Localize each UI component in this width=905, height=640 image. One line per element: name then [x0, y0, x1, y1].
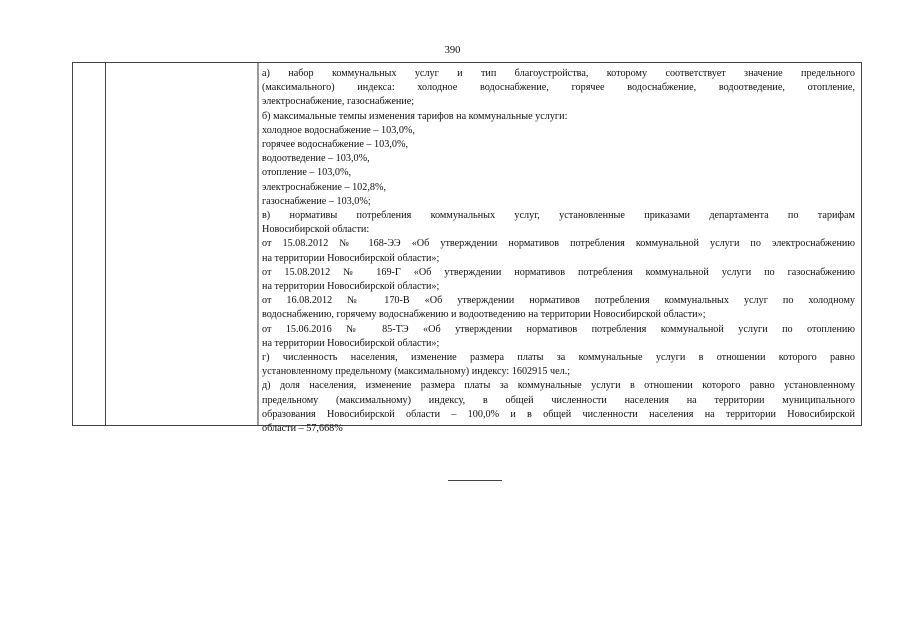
- page-number: 390: [444, 45, 461, 56]
- text-line: г) численность населения, изменение размера платы за коммунальные услуги в отношении которого равно: [262, 352, 855, 364]
- text-line: установленному предельному (максимальному) индексу: 1602915 чел.;: [262, 366, 571, 378]
- text-line: электроснабжение, газоснабжение;: [262, 96, 415, 108]
- text-line: от 15.08.2012 № 168-ЭЭ «Об утверждении нормативов потребления коммунальной услуги по электроснабжению: [262, 238, 855, 250]
- text-line: водоснабжению, горячему водоснабжению и водоотведению на территории Новосибирской области»;: [262, 309, 706, 321]
- text-line: газоснабжение – 103,0%;: [262, 195, 371, 207]
- table-cell-content: [259, 63, 861, 435]
- text-line: на территории Новосибирской области»;: [262, 281, 440, 293]
- text-line: от 16.08.2012 № 170-В «Об утверждении нормативов потребления коммунальных услуг по холодному: [262, 295, 855, 307]
- text-line: на территории Новосибирской области»;: [262, 252, 440, 264]
- table-cell-number: [73, 63, 106, 425]
- text-line: (максимального) индекса: холодное водоснабжение, горячее водоснабжение, водоотведение, отопление,: [262, 82, 855, 94]
- text-line: Новосибирской области:: [262, 224, 370, 236]
- text-line: образования Новосибирской области – 100,0% и в общей численности населения на территории Новосибирской: [262, 408, 855, 420]
- text-line: в) нормативы потребления коммунальных услуг, установленные приказами департамента по тарифам: [262, 210, 855, 222]
- text-line: б) максимальные темпы изменения тарифов на коммунальные услуги:: [262, 110, 568, 122]
- text-line: горячее водоснабжение – 103,0%,: [262, 139, 409, 151]
- text-line: предельному (максимальному) индексу, в общей численности населения на территории муниципального: [262, 394, 855, 406]
- table-cell-indicator: [106, 63, 259, 425]
- document-table: [72, 62, 862, 435]
- text-line: электроснабжение – 102,8%,: [262, 181, 387, 193]
- text-line: области – 57,668%: [262, 423, 343, 435]
- footer-separator-line: [448, 480, 502, 481]
- text-line: от 15.08.2012 № 169-Г «Об утверждении нормативов потребления коммунальной услуги по газоснабжению: [262, 266, 855, 278]
- text-line: на территории Новосибирской области»;: [262, 337, 440, 349]
- text-line: д) доля населения, изменение размера платы за коммунальные услуги в отношении которого равно установленному: [262, 380, 855, 392]
- text-line: от 15.06.2016 № 85-ТЭ «Об утверждении нормативов потребления коммунальной услуги по отоплению: [262, 323, 855, 335]
- text-line: отопление – 103,0%,: [262, 167, 351, 179]
- text-line: а) набор коммунальных услуг и тип благоустройства, которому соответствует значение предельного: [262, 68, 855, 79]
- text-line: холодное водоснабжение – 103,0%,: [262, 124, 415, 136]
- text-line: водоотведение – 103,0%,: [262, 153, 370, 165]
